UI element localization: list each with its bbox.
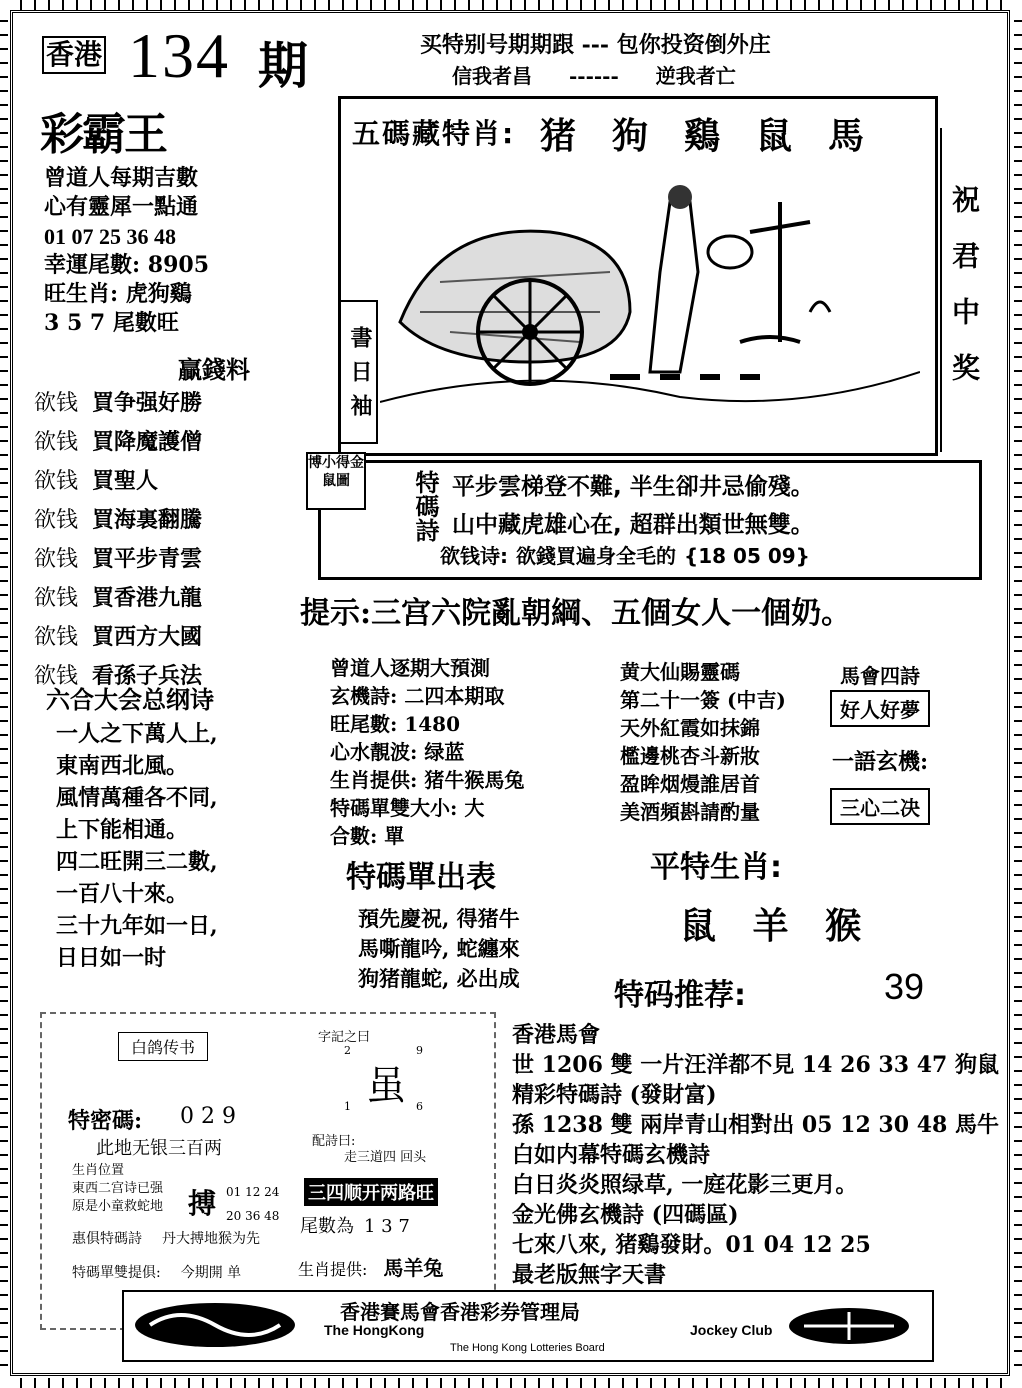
tema-line: 預先慶祝, 得猪牛: [358, 906, 520, 931]
predict-line: 玄機詩: 二四本期取: [330, 684, 505, 708]
tema-line: 狗猪龍蛇, 必出成: [358, 966, 520, 991]
zi-char: 虽: [366, 1063, 406, 1109]
tema-out-lines: [358, 904, 520, 994]
footer-cn: 香港賽馬會香港彩券管理局: [340, 1300, 580, 1324]
footer-en1: The HongKong: [324, 1322, 425, 1338]
hk-horse-line: 精彩特碼詩 (發財富): [512, 1082, 717, 1108]
predict-line: 心水靚波: 绿蓝: [330, 740, 465, 764]
hk-horse-title: 香港馬會: [512, 1022, 601, 1048]
list-item: 欲钱 買聖人: [34, 468, 159, 494]
tema-line: 馬嘶龍吟, 蛇纏來: [358, 936, 520, 961]
win-money-title: 贏錢料: [178, 356, 250, 384]
list-item: 欲钱 買平步青雲: [34, 546, 203, 572]
list-item: 欲钱 買西方大國: [34, 624, 203, 650]
hk-horse-line: 白日炎炎照绿草, 一庭花影三更月。: [512, 1172, 858, 1198]
yiyu-title: 一語玄機:: [832, 749, 929, 775]
border-ticks-left: [0, 20, 8, 1368]
tuijian-label: 特码推荐:: [614, 978, 746, 1013]
win-money-list: [34, 384, 202, 696]
stamp-text: 博小得金鼠圖: [306, 452, 366, 510]
horse-poem-text: 好人好夢: [830, 690, 930, 727]
info-line: 曾道人每期吉數: [44, 165, 199, 191]
pei-label: 配詩曰:: [312, 1134, 356, 1149]
hk-label: 香港: [42, 36, 106, 74]
issue-number: 134: [128, 20, 230, 91]
poem-stamp: [306, 452, 406, 580]
scene-illustration: [380, 162, 920, 424]
predict-line: 生肖提供: 猪牛猴馬兔: [330, 768, 525, 792]
zodiac-side-left: 書日袖: [338, 300, 378, 444]
poem-lead: 特碼詩: [411, 470, 439, 542]
hk-horse-line: 孫 1238 雙 兩岸青山相對出 05 12 30 48 馬牛: [512, 1112, 999, 1138]
zi-n3: 1: [344, 1100, 351, 1113]
poem-line: 四二旺開三二數,: [56, 849, 218, 875]
hint-text: 三宫六院亂朝綱、五個女人一個奶。: [371, 596, 852, 631]
border-ticks-bottom: [20, 1378, 1002, 1388]
poem-line: 一百八十來。: [56, 881, 189, 907]
hk-horse-line: 白如内幕特碼玄機詩: [512, 1142, 711, 1168]
hint-label: 提示:: [300, 596, 372, 631]
list-item: 欲钱 買争强好勝: [34, 390, 203, 416]
brand-title: 彩霸王: [40, 109, 166, 160]
zodiac-animals: 猪狗鷄鼠馬: [540, 115, 901, 157]
slogan-sub: 信我者昌 ------ 逆我者亡: [452, 64, 736, 88]
poem-line: 日日如一时: [56, 945, 167, 971]
hk-horse-line: 七來八來, 猪鷄發財。01 04 12 25: [512, 1232, 871, 1258]
tema-out-title: 特碼單出表: [346, 860, 496, 895]
yiyu-text: 三心二决: [830, 788, 930, 825]
jockey-logo-icon: [130, 1300, 300, 1350]
poem-line: 東南西北風。: [56, 753, 189, 779]
zi-n4: 6: [416, 1100, 423, 1113]
poem-line: 上下能相通。: [56, 817, 189, 843]
info-line: 3 5 7 尾數旺: [44, 310, 179, 336]
list-item: 欲钱 看孫子兵法: [34, 663, 203, 689]
zodiac-label: 五碼藏特肖:: [352, 117, 516, 150]
huang-line: 美酒頻斟請酌量: [620, 800, 760, 824]
tail-line: 尾數為 1 3 7: [300, 1216, 410, 1237]
huang-line: 天外紅霞如抹錦: [620, 716, 760, 740]
horse-poem-title: 馬會四詩: [840, 664, 920, 688]
info-line: 01 07 25 36 48: [44, 224, 176, 249]
bo-char: 搏: [188, 1187, 217, 1220]
hk-horse-block: [512, 1020, 999, 1320]
predict-line: 旺尾數: 1480: [330, 712, 461, 736]
predict-line: 曾道人逐期大預測: [330, 656, 490, 680]
hint: [300, 588, 851, 632]
hk-horse-line: 金光佛玄機詩 (四碼區): [512, 1202, 739, 1228]
footer-en2: Jockey Club: [690, 1322, 773, 1338]
poem-line: 風情萬種各不同,: [56, 785, 218, 811]
slogan-sub-right: 逆我者亡: [655, 64, 736, 88]
clip-header: 白鸽传书: [118, 1032, 208, 1061]
poem-mini: 惠俱特碼詩 丹大搏地猴为先: [72, 1231, 260, 1247]
huang-line: 盈眸烟熳誰居首: [620, 772, 760, 796]
huang-line: 檻邊桃杏斗新妝: [620, 744, 760, 768]
huang-block: [620, 658, 786, 826]
hk-horse-line: 世 1206 雙 一片汪洋都不見 14 26 33 47 狗鼠: [512, 1052, 999, 1078]
tema-value: 0 2 9: [180, 1104, 236, 1129]
pei-text: 走三道四 回头: [344, 1150, 427, 1165]
poem-line-1: 平步雲梯登不難, 半生卻井忌偷殘。: [452, 474, 814, 500]
info-line: 幸運尾數: 8905: [44, 252, 210, 278]
slogan-sub-left: 信我者昌: [452, 64, 532, 88]
footer-en3: The Hong Kong Lotteries Board: [450, 1342, 605, 1354]
tuijian-value: 39: [884, 966, 925, 1007]
predict-line: 合數: 單: [330, 824, 405, 848]
ping-te-title: 平特生肖:: [650, 850, 782, 885]
liuhe-poem: [56, 718, 218, 974]
sx-line: 生肖提供: 馬羊兔: [298, 1256, 444, 1280]
list-item: 欲钱 買降魔護僧: [34, 429, 203, 455]
zi-n2: 9: [416, 1044, 423, 1057]
zi-header: 字記之曰: [318, 1030, 371, 1045]
border-ticks-top: [20, 0, 1002, 10]
pos-block: 生肖位置 東西二宫诗已强 原是小童救蛇地: [72, 1163, 164, 1214]
poem-line-3: 欲钱诗: 欲錢買遍身全毛的 {18 05 09}: [440, 544, 810, 568]
poem-line: 一人之下萬人上,: [56, 721, 218, 747]
info-line: 心有靈犀一點通: [44, 194, 199, 220]
huang-line: 第二十一簽 (中吉): [620, 688, 786, 712]
list-item: 欲钱 買香港九龍: [34, 585, 203, 611]
poem-line: 三十九年如一日,: [56, 913, 218, 939]
ping-te-animals: 鼠 羊 猴: [680, 905, 874, 947]
lottery-logo-icon: [784, 1306, 914, 1346]
issue-suffix: 期: [258, 37, 308, 95]
left-info: [44, 164, 209, 338]
bo-nums: 01 12 24 20 36 48: [226, 1185, 280, 1223]
liuhe-title: 六合大会总纲诗: [46, 686, 214, 714]
predict-block: [330, 654, 524, 850]
shun-line: 三四顺开两路旺: [304, 1178, 438, 1206]
silver-line: 此地无银三百两: [96, 1138, 222, 1159]
predict-line: 特碼單雙大小: 大: [330, 796, 485, 820]
tema-label: 特密碼:: [68, 1108, 143, 1134]
list-item: 欲钱 買海裏翻騰: [34, 507, 203, 533]
ds-line: 特碼單雙提俱: 今期開 单: [72, 1265, 242, 1281]
poem-line-2: 山中藏虎雄心在, 超群出類世無雙。: [452, 512, 814, 538]
border-ticks-right: [1014, 20, 1022, 1368]
huang-line: 黄大仙賜靈碼: [620, 660, 740, 684]
hk-horse-line: 最老版無字天書: [512, 1262, 667, 1288]
zi-n1: 2: [344, 1044, 351, 1057]
zodiac-side-right: 祝君中奖: [940, 128, 984, 452]
slogan: 买特别号期期跟 --- 包你投资倒外庄: [420, 32, 771, 58]
info-line: 旺生肖: 虎狗鷄: [44, 281, 192, 307]
